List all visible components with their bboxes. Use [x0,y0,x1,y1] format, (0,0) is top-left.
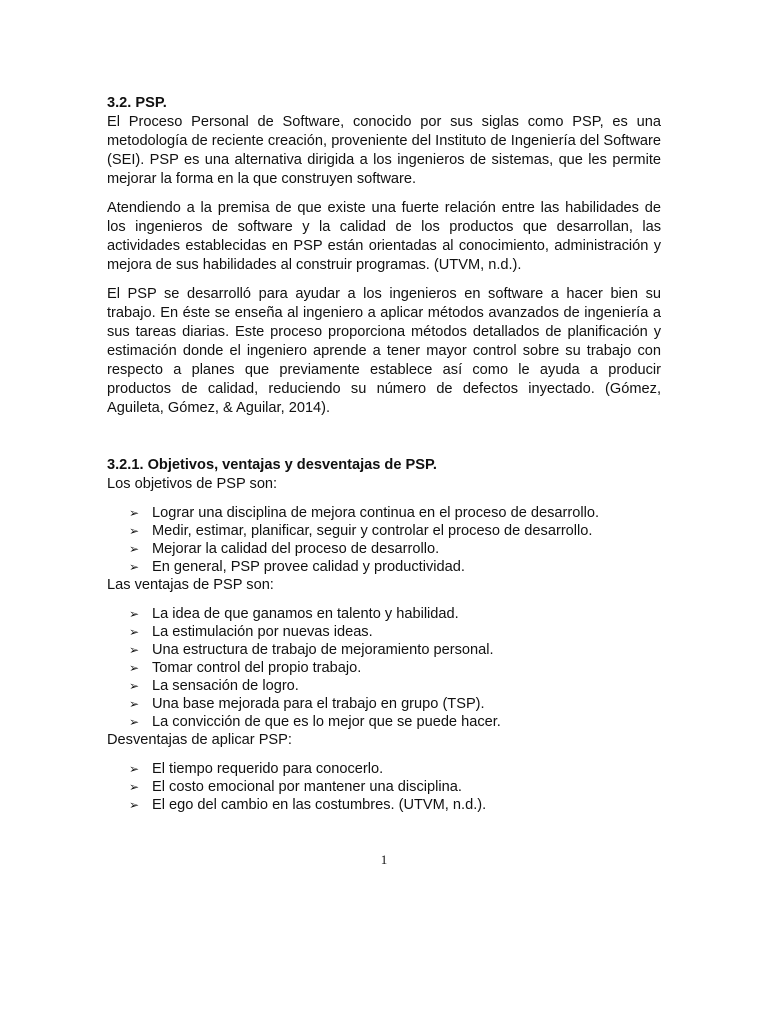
list-item [129,677,661,695]
arrow-bullet-icon: ➢ [129,798,140,812]
list-item-text: Medir, estimar, planificar, seguir y controlar el proceso de desarrollo. [152,523,593,539]
list-item [129,760,661,778]
list-item [129,659,661,677]
arrow-bullet-icon: ➢ [129,715,140,729]
list-item-text: Una estructura de trabajo de mejoramiento personal. [152,642,494,658]
section-heading: 3.2. PSP. [107,95,167,111]
advantages-list [107,605,661,731]
page-number: 1 [380,852,388,867]
list-item [129,540,661,558]
list-item [129,605,661,623]
list-item-text: La convicción de que es lo mejor que se puede hacer. [152,714,501,730]
arrow-bullet-icon: ➢ [129,762,140,776]
subsection [107,456,661,814]
arrow-bullet-icon: ➢ [129,524,140,538]
disadvantages-list [107,760,661,814]
section-paragraph-2: Atendiendo a la premisa de que existe una fuerte relación entre las habilidades de los ingenieros de software y la calidad de los productos que desarrollan, las actividades establecidas en PSP están orientadas al conocimiento, administración y mejora de sus habilidades al construir programas. (UTVM, n.d.). [107,200,661,273]
page-content [107,94,661,814]
list-item-text: El tiempo requerido para conocerlo. [152,761,384,777]
list-item-text: La estimulación por nuevas ideas. [152,624,373,640]
list-item-text: Mejorar la calidad del proceso de desarrollo. [152,541,440,557]
subsection-heading: 3.2.1. Objetivos, ventajas y desventajas de PSP. [107,457,437,473]
list-item [129,641,661,659]
list-item [129,713,661,731]
advantages-intro: Las ventajas de PSP son: [107,577,274,593]
arrow-bullet-icon: ➢ [129,506,140,520]
list-item-text: La sensación de logro. [152,678,299,694]
arrow-bullet-icon: ➢ [129,661,140,675]
list-item [129,522,661,540]
objectives-list [107,504,661,576]
list-item [129,796,661,814]
list-item-text: El ego del cambio en las costumbres. (UTVM, n.d.). [152,797,487,813]
list-item [129,778,661,796]
list-item-text: Una base mejorada para el trabajo en grupo (TSP). [152,696,485,712]
list-item-text: En general, PSP provee calidad y productividad. [152,559,465,575]
list-item-text: La idea de que ganamos en talento y habilidad. [152,606,459,622]
section-paragraph-1: El Proceso Personal de Software, conocido por sus siglas como PSP, es una metodología de reciente creación, proveniente del Instituto de Ingeniería del Software (SEI). PSP es una alternativa dirigida a los ingenieros de sistemas, que les permite mejorar la forma en la que construyen software. [107,114,661,187]
arrow-bullet-icon: ➢ [129,625,140,639]
list-item-text: Lograr una disciplina de mejora continua en el proceso de desarrollo. [152,505,600,521]
list-item-text: Tomar control del propio trabajo. [152,660,362,676]
arrow-bullet-icon: ➢ [129,679,140,693]
arrow-bullet-icon: ➢ [129,780,140,794]
list-item [129,623,661,641]
arrow-bullet-icon: ➢ [129,643,140,657]
arrow-bullet-icon: ➢ [129,697,140,711]
list-item-text: El costo emocional por mantener una disciplina. [152,779,462,795]
objectives-intro: Los objetivos de PSP son: [107,476,278,492]
arrow-bullet-icon: ➢ [129,542,140,556]
arrow-bullet-icon: ➢ [129,560,140,574]
list-item [129,695,661,713]
disadvantages-intro: Desventajas de aplicar PSP: [107,732,292,748]
arrow-bullet-icon: ➢ [129,607,140,621]
list-item [129,558,661,576]
list-item [129,504,661,522]
section-paragraph-3: El PSP se desarrolló para ayudar a los ingenieros en software a hacer bien su trabajo. En éste se enseña al ingeniero a aplicar métodos avanzados de ingeniería a sus tareas diarias. Este proceso proporciona métodos detallados de planificación y estimación donde el ingeniero aprende a tener mayor control sobre su trabajo con respecto a planes que previamente establece así como le ayuda a producir productos de calidad, reduciendo su número de defectos inyectado. (Gómez, Aguileta, Gómez, & Aguilar, 2014). [107,286,661,416]
